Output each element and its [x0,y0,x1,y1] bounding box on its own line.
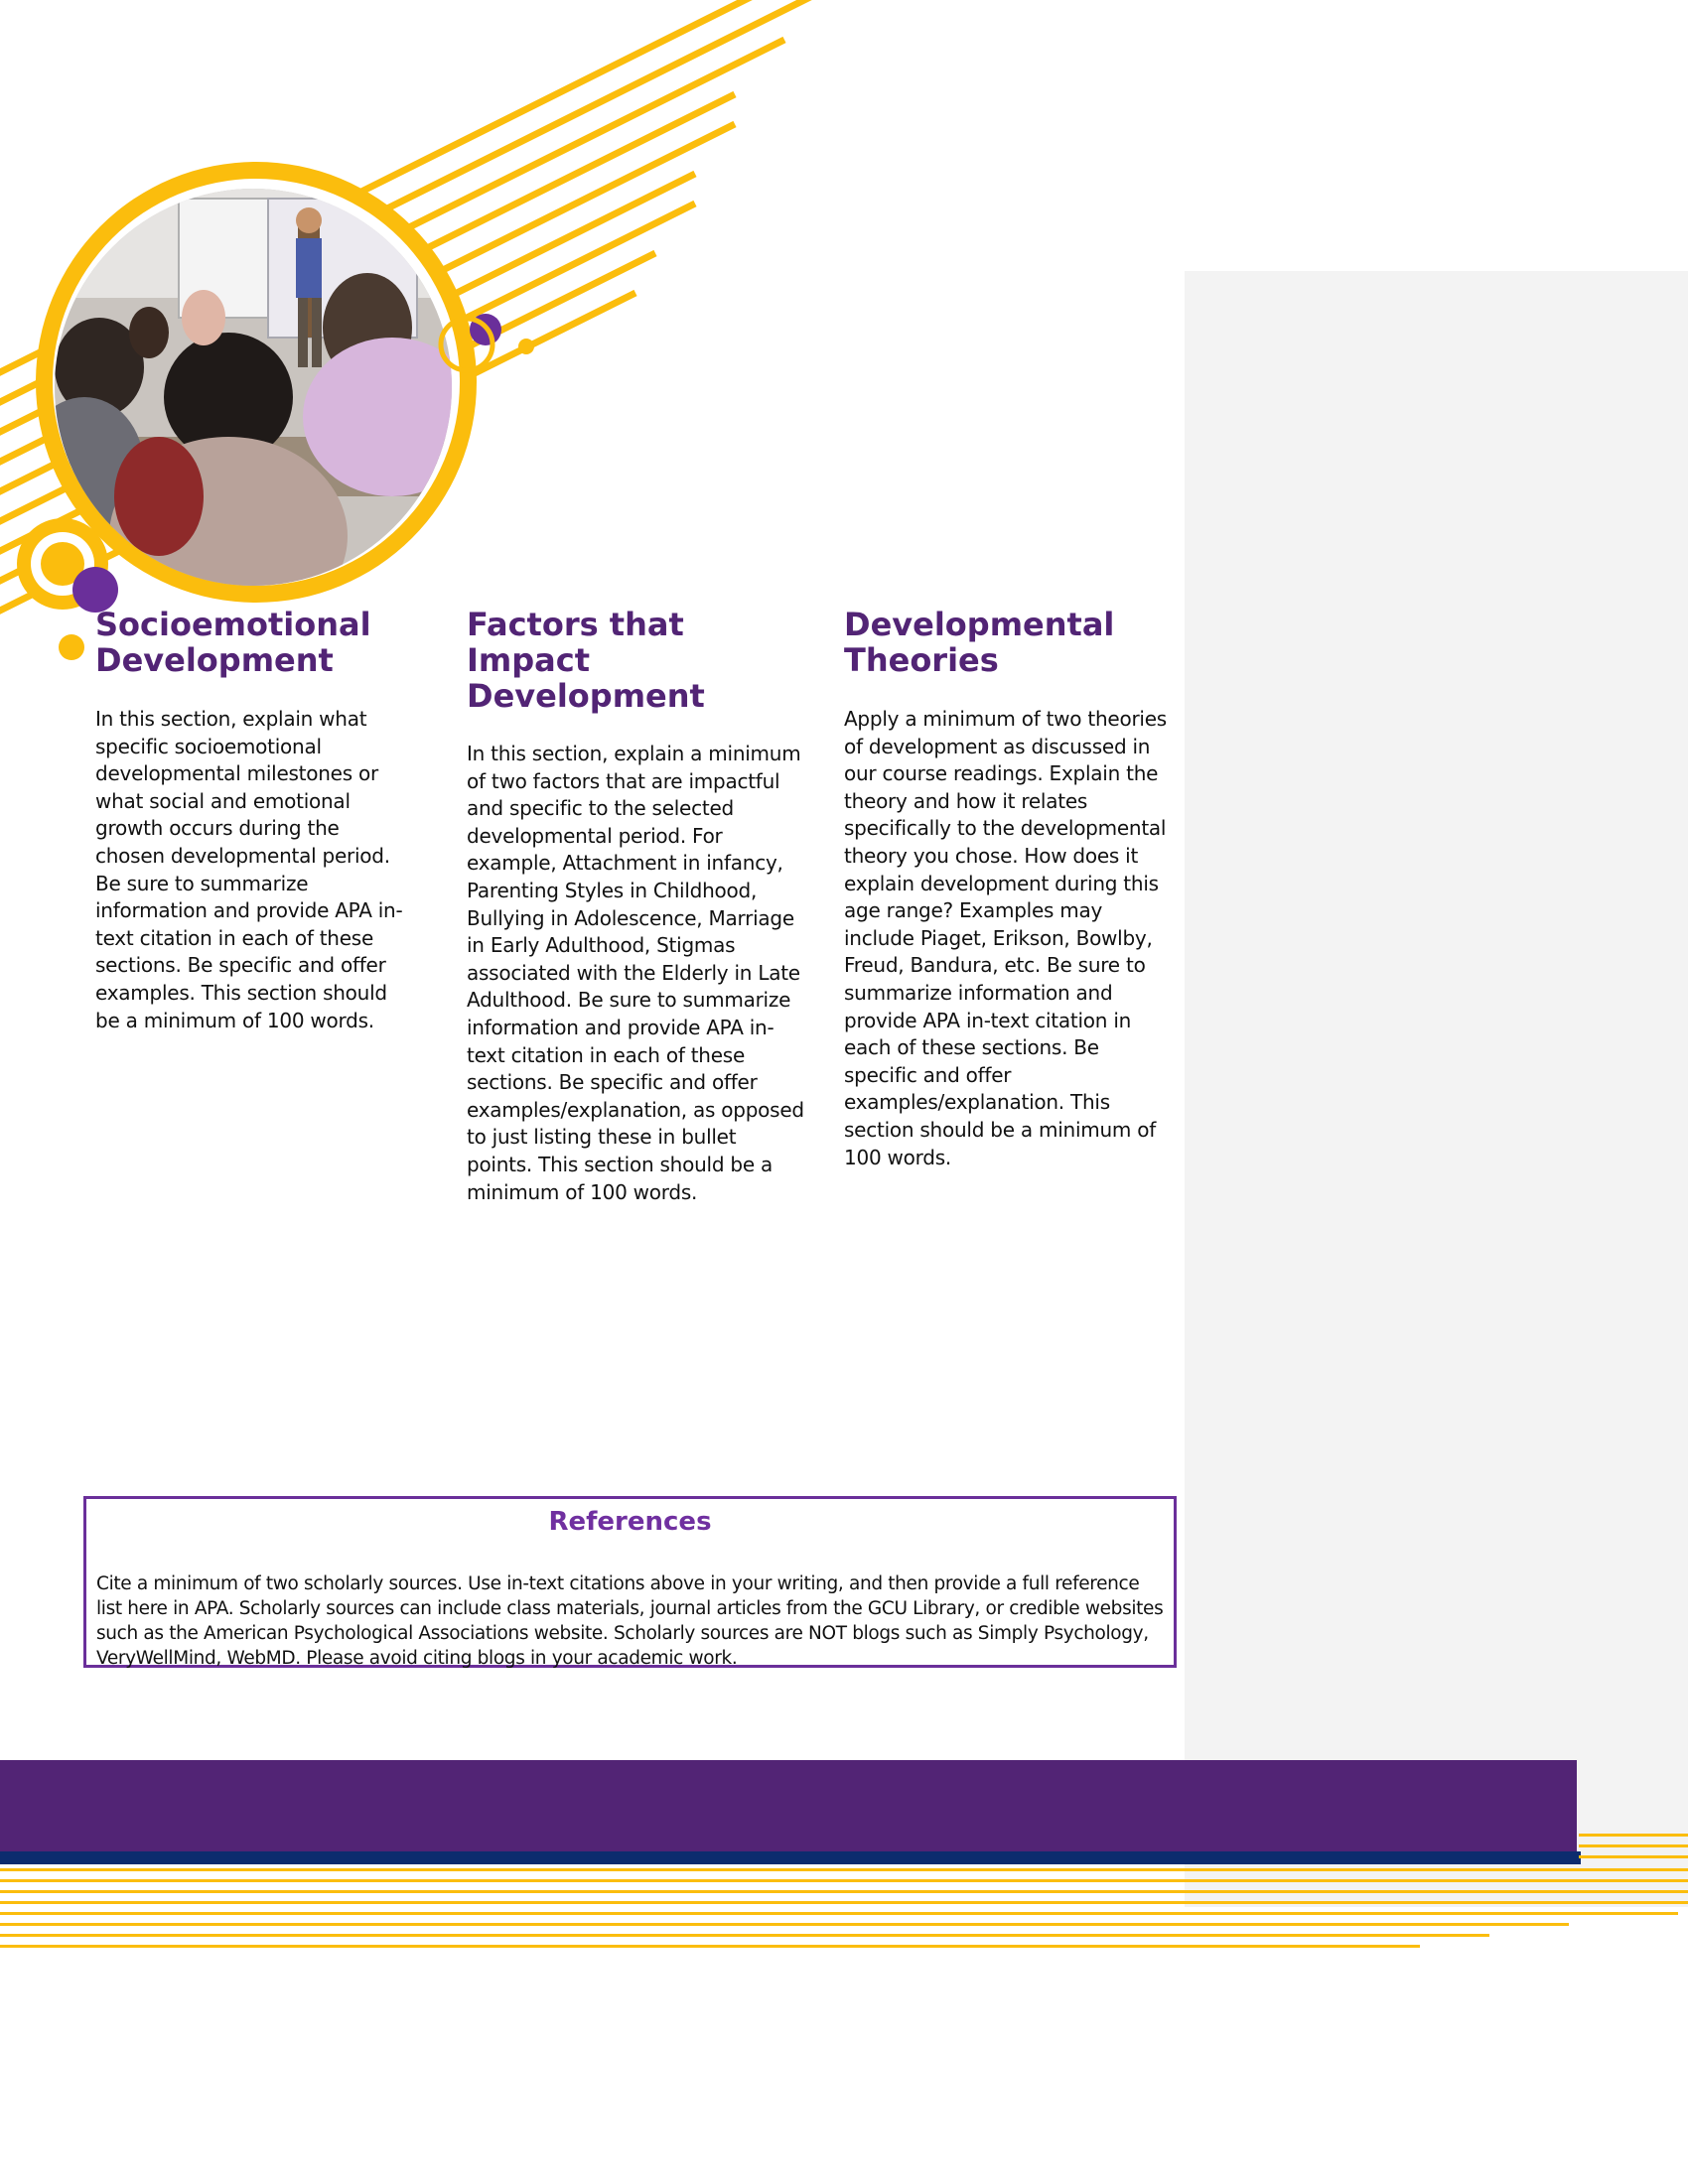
dot-gold-tiny [59,634,84,660]
section-body-factors: In this section, explain a minimum of two factors that are impactful and specific to the selected developmental period. For example, Attachment in infancy, Parenting Styles in Childhood, Bullying in Adolescence, Marriage in Early Adulthood, Stigmas associated with the Elderly in Late Adulthood. Be sure to summarize information and provide APA in-text citation in each of these sections. Be specific and offer examples/explanation, as opposed to just listing these in bullet points. This section should be a minimum of 100 words. [467,742,804,1204]
references-body: Cite a minimum of two scholarly sources. Use in-text citations above in your writing, and then provide a full reference list here in APA. Scholarly sources can include class materials, journal articles from the GCU Library, or credible websites such as the American Psychological Associations website. Scholarly sources are NOT blogs such as Simply Psychology, VeryWellMind, WebMD. Please avoid citing blogs in your academic work. [96,1573,1164,1669]
footer-navy-line [0,1851,1581,1864]
section-title-factors: Factors that Impact Development [467,606,705,715]
section-title-socioemotional: Socioemotional Development [95,606,371,679]
references-title: References [548,1507,712,1537]
section-title-theories: Developmental Theories [844,606,1115,679]
section-body-socioemotional: In this section, explain what specific socioemotional developmental milestones or what social and emotional growth occurs during the chosen developmental period. Be sure to summarize information and provide APA in-text citation in each of these sections. Be specific and offer examples. This section should be a minimum of 100 words. [95,707,403,1032]
references-box [83,1496,1177,1668]
footer-purple-band [0,1760,1577,1853]
section-body-theories: Apply a minimum of two theories of development as discussed in our course readings. Explain the theory and how it relates specifically to the developmental theory you chose. How does it explain development during this age range? Examples may include Piaget, Erikson, Bowlby, Freud, Bandura, etc. Be sure to summarize information and provide APA in-text citation in each of these sections. Be specific and offer examples/explanation. This section should be a minimum of 100 words. [844,707,1167,1169]
dot-gold-small [518,339,534,354]
